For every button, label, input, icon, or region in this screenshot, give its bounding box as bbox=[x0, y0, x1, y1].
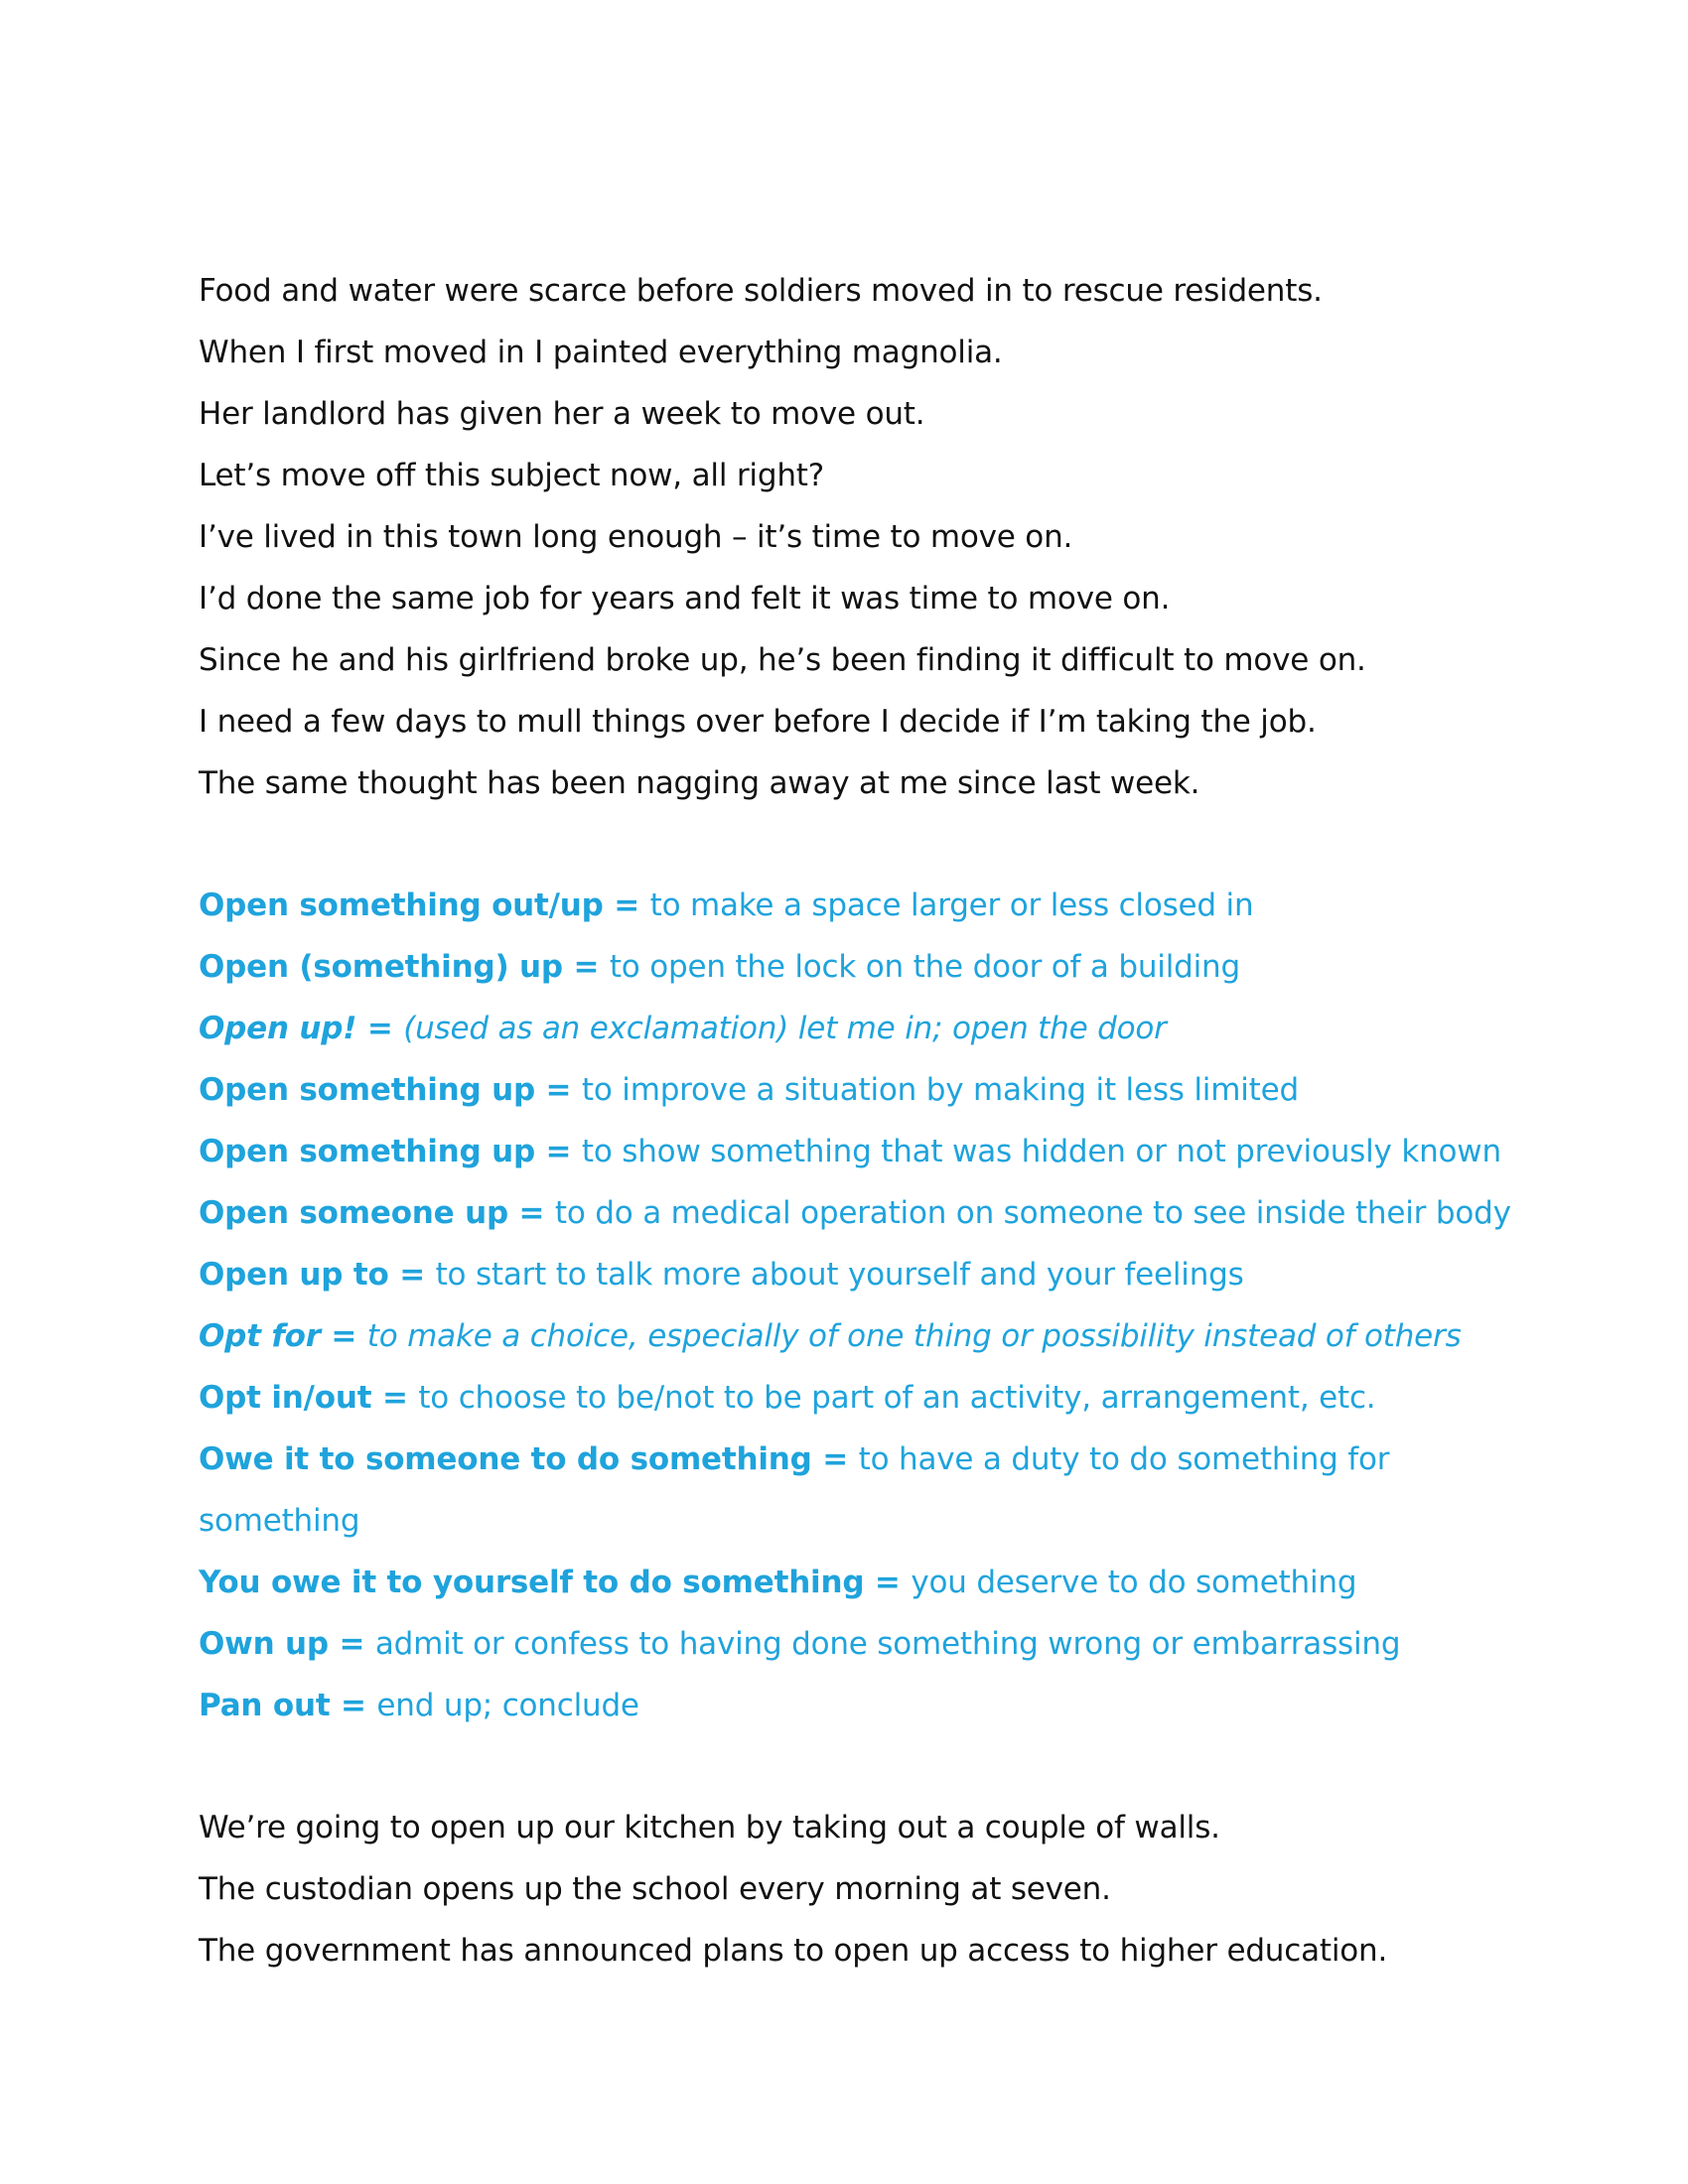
definition-line bbox=[199, 1121, 1509, 1182]
definition-line bbox=[199, 1244, 1509, 1305]
move-examples bbox=[199, 260, 1509, 814]
definition-line bbox=[199, 1613, 1509, 1675]
definition-term: Pan out = bbox=[199, 1688, 377, 1723]
example-sentence: The custodian opens up the school every morning at seven. bbox=[199, 1871, 1111, 1907]
definition-line bbox=[199, 1429, 1509, 1490]
example-sentence: The same thought has been nagging away at me since last week. bbox=[199, 765, 1200, 801]
definition-line bbox=[199, 1305, 1509, 1367]
definition-line bbox=[199, 875, 1509, 936]
example-sentence: Food and water were scarce before soldiers moved in to rescue residents. bbox=[199, 273, 1323, 309]
definition-meaning: to show something that was hidden or not previously known bbox=[581, 1134, 1501, 1169]
definition-term: Opt in/out = bbox=[199, 1380, 419, 1416]
definition-meaning: to have a duty to do something for bbox=[858, 1441, 1390, 1477]
example-sentence: When I first moved in I painted everything magnolia. bbox=[199, 335, 1003, 370]
definition-line bbox=[199, 998, 1509, 1059]
definition-meaning: something bbox=[199, 1503, 360, 1539]
definition-term: Open something up = bbox=[199, 1134, 582, 1169]
definition-line bbox=[199, 1367, 1509, 1429]
example-sentence: I’ve lived in this town long enough – it’s time to move on. bbox=[199, 519, 1073, 555]
definition-term: Owe it to someone to do something = bbox=[199, 1441, 859, 1477]
definition-meaning: to improve a situation by making it less limited bbox=[581, 1072, 1299, 1108]
example-sentence: I’d done the same job for years and felt it was time to move on. bbox=[199, 581, 1171, 616]
definition-meaning: to start to talk more about yourself and your feelings bbox=[435, 1257, 1244, 1293]
example-sentence: We’re going to open up our kitchen by taking out a couple of walls. bbox=[199, 1810, 1220, 1845]
definition-meaning: to do a medical operation on someone to see inside their body bbox=[554, 1195, 1511, 1231]
definition-line bbox=[199, 1182, 1509, 1244]
phrasal-verb-definitions bbox=[199, 875, 1509, 1736]
definition-meaning: to open the lock on the door of a building bbox=[609, 949, 1240, 985]
definition-line bbox=[199, 1552, 1509, 1613]
definition-meaning: you deserve to do something bbox=[911, 1565, 1357, 1600]
example-sentence: I need a few days to mull things over before I decide if I’m taking the job. bbox=[199, 704, 1317, 740]
definition-meaning: admit or confess to having done something wrong or embarrassing bbox=[374, 1626, 1401, 1662]
definition-line bbox=[199, 936, 1509, 998]
definition-line bbox=[199, 1059, 1509, 1121]
example-sentence: Let’s move off this subject now, all right? bbox=[199, 458, 824, 493]
definition-term: Open someone up = bbox=[199, 1195, 555, 1231]
definition-meaning: to choose to be/not to be part of an activity, arrangement, etc. bbox=[418, 1380, 1376, 1416]
definition-line bbox=[199, 1490, 1509, 1552]
definition-term: Open up to = bbox=[199, 1257, 436, 1293]
definition-term: Own up = bbox=[199, 1626, 375, 1662]
definition-term: You owe it to yourself to do something = bbox=[199, 1565, 912, 1600]
definition-term: Open something up = bbox=[199, 1072, 582, 1108]
definition-meaning: to make a space larger or less closed in bbox=[649, 887, 1254, 923]
definition-term: Open something out/up = bbox=[199, 887, 650, 923]
definition-term: Open (something) up = bbox=[199, 949, 610, 985]
definition-term: Opt for = bbox=[199, 1318, 367, 1354]
example-sentence: Since he and his girlfriend broke up, he’s been finding it difficult to move on. bbox=[199, 642, 1366, 678]
definition-line bbox=[199, 1675, 1509, 1736]
definition-meaning: to make a choice, especially of one thing or possibility instead of others bbox=[366, 1318, 1462, 1354]
definition-meaning: end up; conclude bbox=[376, 1688, 639, 1723]
example-sentence: The government has announced plans to open up access to higher education. bbox=[199, 1933, 1388, 1969]
example-sentence: Her landlord has given her a week to move out. bbox=[199, 396, 925, 432]
definition-meaning: (used as an exclamation) let me in; open the door bbox=[403, 1011, 1167, 1046]
definition-term: Open up! = bbox=[199, 1011, 404, 1046]
open-examples bbox=[199, 1797, 1509, 1981]
